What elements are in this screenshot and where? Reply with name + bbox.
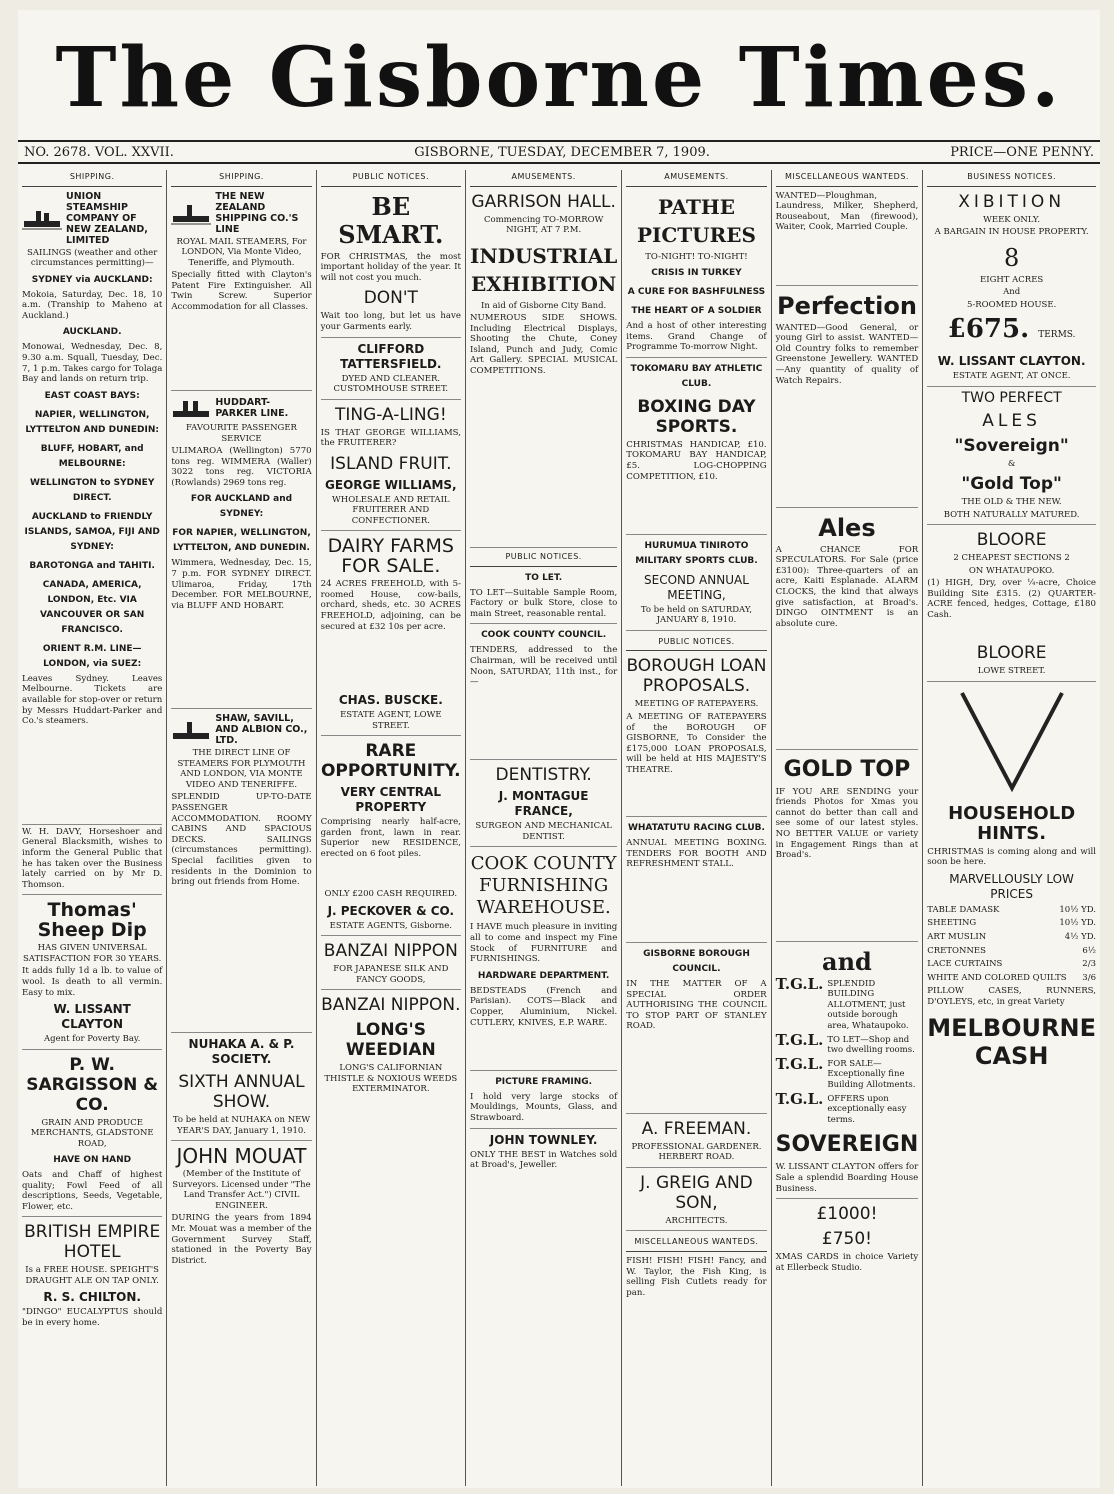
nuhaka-heading: NUHAKA A. & P. SOCIETY. <box>188 1037 295 1067</box>
household-heading: HOUSEHOLD HINTS. <box>948 802 1076 844</box>
cook-council-text: TENDERS, addressed to the Chairman, will be received until Noon, SATURDAY, 11th inst., for— <box>470 645 617 760</box>
central-text: Comprising nearly half-acre, garden front, lawn in rear. Superior new RESIDENCE, erected on 6 foot piles. <box>320 817 461 860</box>
steamship-icon <box>22 205 62 231</box>
davy-ad: W. H. DAVY, Horseshoer and General Blacksmith, wishes to inform the General Public that he has taken over the Business lately carried on by Mr D. Thomson. <box>22 827 162 896</box>
peckover-sub: ESTATE AGENTS, Gisborne. <box>321 921 461 937</box>
bashfulness-heading: A CURE FOR BASHFULNESS <box>627 287 766 298</box>
mouat-heading: JOHN MOUAT <box>176 1144 307 1169</box>
ting-heading: TING-A-LING! <box>335 404 447 425</box>
volume-number: NO. 2678. VOL. XXVII. <box>24 144 174 160</box>
thousand-heading: £1000! <box>816 1204 878 1225</box>
dateline <box>18 140 1100 164</box>
industrial-sub: In aid of Gisborne City Band. <box>481 300 607 311</box>
huddart-title: HUDDART-PARKER LINE. <box>215 397 289 420</box>
sovereign-text: W. LISSANT CLAYTON offers for Sale a splendid Boarding House Business. <box>776 1162 919 1199</box>
boxing-heading: BOXING DAY SPORTS. <box>637 396 756 437</box>
williams-sub: WHOLESALE AND RETAIL FRUITERER AND CONFECTIONER. <box>321 495 461 532</box>
ales-heading: ALES <box>982 410 1041 431</box>
lowe-street: LOWE STREET. <box>927 666 1096 682</box>
column-shipping-1 <box>18 170 167 1486</box>
buscke-sub: ESTATE AGENT, LOWE STREET. <box>321 710 461 736</box>
dingo-ad: "DINGO" EUCALYPTUS should be in every home. <box>22 1307 163 1329</box>
roomed-label: 5-ROOMED HOUSE. <box>966 299 1057 310</box>
xibition-heading: XIBITION <box>958 191 1066 212</box>
ting-text: IS THAT GEORGE WILLIAMS, the FRUITERER? <box>320 427 461 449</box>
nuhaka-sub: To be held at NUHAKA on NEW YEAR'S DAY, January 1, 1910. <box>171 1115 311 1141</box>
union-title: UNION STEAMSHIP COMPANY OF NEW ZEALAND, LIMITED <box>66 190 148 246</box>
issue-date: GISBORNE, TUESDAY, DECEMBER 7, 1909. <box>414 144 710 160</box>
chilton-heading: R. S. CHILTON. <box>43 1290 141 1305</box>
sheep-dip-sub: HAS GIVEN UNIVERSAL SATISFACTION FOR 30 YEARS. <box>22 943 162 964</box>
section-heading: AMUSEMENTS. <box>470 170 617 187</box>
pathe-text: And a host of other interesting items. Grand Change of Programme To-morrow Night. <box>626 321 766 358</box>
clayton-sub: ESTATE AGENT, AT ONCE. <box>927 371 1096 387</box>
dairy-heading: DAIRY FARMS FOR SALE. <box>327 535 454 578</box>
steamship-icon <box>171 395 211 421</box>
gisborne-council-text: IN THE MATTER OF A SPECIAL ORDER AUTHORISING THE COUNCIL TO STOP PART OF STANLEY ROAD. <box>626 979 766 1114</box>
route-text: Mokoia, Saturday, Dec. 18, 10 a.m. (Tranship to Maheno at Auckland.) <box>22 289 163 321</box>
masthead <box>18 10 1100 138</box>
property-price <box>927 314 1096 350</box>
eight-number: 8 <box>1003 243 1020 272</box>
peckover-heading: J. PECKOVER & CO. <box>327 903 455 918</box>
tgl-text: OFFERS upon exceptionally easy terms. <box>827 1093 907 1125</box>
steamship-icon <box>171 717 211 743</box>
nz-shipping-title: THE NEW ZEALAND SHIPPING CO.'S LINE <box>215 190 299 235</box>
newspaper-page <box>18 10 1100 1488</box>
garrison-sub: Commencing TO-MORROW NIGHT, AT 7 P.M. <box>483 214 604 236</box>
banzai-heading: BANZAI NIPPON <box>323 941 458 962</box>
dairy-text: 24 ACRES FREEHOLD, with 5-roomed House, cow-bails, orchard, sheds, etc. 30 ACRES FREEHOLD, adjoining, can be secured at £32 10s per acre. <box>320 579 461 632</box>
banzai-sub: FOR JAPANESE SILK AND FANCY GOODS, <box>321 964 461 990</box>
cook-furnishing-heading: COOK COUNTY FURNISHING WAREHOUSE. <box>470 853 617 919</box>
column-amusements-2 <box>622 170 771 1486</box>
route-bluff: BLUFF, HOBART, and MELBOURNE: <box>40 443 144 469</box>
section-heading: PUBLIC NOTICES. <box>626 635 766 652</box>
weedian-sub: LONG'S CALIFORNIAN THISTLE & NOXIOUS WEEDS EXTERMINATOR. <box>324 1063 458 1095</box>
sailing-table: Leaves Sydney. Leaves Melbourne. Tickets are available for stop-over or return by Messrs Huddart-Parker and Co.'s steamers. <box>22 674 162 825</box>
price-value: £675. <box>947 314 1030 345</box>
two-perfect-heading: TWO PERFECT <box>961 389 1062 406</box>
item-price: 3/6 <box>1082 972 1096 983</box>
tgl-row <box>775 974 919 1032</box>
tgl-label: T.G.L. <box>775 1089 824 1108</box>
bloore-heading-2: BLOORE <box>976 643 1047 664</box>
cheapest-heading: 2 CHEAPEST SECTIONS 2 <box>953 553 1070 564</box>
tgl-label: T.G.L. <box>775 1030 824 1049</box>
sovereign-label: "Sovereign" <box>954 435 1069 456</box>
price: PRICE—ONE PENNY. <box>950 144 1094 160</box>
hotel-sub: Is a FREE HOUSE. SPEIGHT'S DRAUGHT ALE ON TAP ONLY. <box>25 1265 160 1286</box>
soldier-heading: THE HEART OF A SOLDIER <box>631 306 762 317</box>
cook-furnishing-text: I HAVE much pleasure in inviting all to come and inspect my Fine Stock of FURNITURE and FURNISHINGS. <box>469 922 618 965</box>
be-smart-heading: BE SMART. <box>338 191 444 249</box>
sargisson-text: Oats and Chaff of highest quality; Fowl Feed of all descriptions, Seeds, Vegetable, Flower, etc. <box>22 1170 162 1217</box>
dont-text: Wait too long, but let us have your Garments early. <box>321 311 461 337</box>
framing-text: I hold very large stocks of Mouldings, Mounts, Glass, and Strawboard. <box>470 1092 617 1129</box>
column-misc-wanteds <box>772 170 924 1486</box>
route-fiji: AUCKLAND to FRIENDLY ISLANDS, SAMOA, FIJI AND SYDNEY: <box>24 511 160 552</box>
v-ornament <box>952 688 1072 798</box>
item-price: 10½ YD. <box>1059 918 1096 929</box>
auckland-sydney-heading: FOR AUCKLAND and SYDNEY: <box>190 494 293 520</box>
section-heading: SHIPPING. <box>22 170 162 187</box>
clayton-heading: W. LISSANT CLAYTON <box>53 1002 131 1032</box>
price-row <box>927 973 1096 984</box>
section-heading: PUBLIC NOTICES. <box>321 170 461 187</box>
route-text: Monowai, Wednesday, Dec. 8, 9.30 a.m. Squall, Tuesday, Dec. 7, 1 p.m. Takes cargo for Tolaga Bay and lands on return trip. <box>22 342 163 385</box>
sargisson-heading: P. W. SARGISSON & CO. <box>26 1054 159 1115</box>
hardware-heading: HARDWARE DEPARTMENT. <box>477 970 610 981</box>
be-smart-text: FOR CHRISTMAS, the most important holiday of the year. It will not cost you much. <box>320 251 461 283</box>
cook-council-heading: COOK COUNTY COUNCIL. <box>481 630 607 641</box>
central-heading: VERY CENTRAL PROPERTY <box>340 785 441 815</box>
route-wellington-sydney: WELLINGTON to SYDNEY DIRECT. <box>29 477 155 503</box>
ales-heading: Ales <box>818 513 876 542</box>
napier-heading: FOR NAPIER, WELLINGTON, LYTTELTON, AND DUNEDIN. <box>172 528 311 554</box>
section-heading: AMUSEMENTS. <box>626 170 766 187</box>
tgl-row <box>775 1054 919 1091</box>
clayton-heading: W. LISSANT CLAYTON. <box>937 354 1086 369</box>
framing-heading: PICTURE FRAMING. <box>495 1076 593 1087</box>
mouat-text: DURING the years from 1894 Mr. Mouat was a member of the Government Survey Staff, stationed in the Poverty Bay District. <box>171 1213 312 1266</box>
whatatutu-heading: WHATATUTU RACING CLUB. <box>627 822 765 833</box>
sheep-dip-heading: Thomas' Sheep Dip <box>37 899 147 942</box>
xmas-cards-text: XMAS CARDS in choice Variety at Ellerbeck Studio. <box>775 1252 919 1273</box>
item-name: LACE CURTAINS <box>927 959 1003 970</box>
columns <box>18 170 1100 1486</box>
column-amusements-1 <box>466 170 622 1486</box>
borough-heading: BOROUGH LOAN PROPOSALS. <box>626 656 767 697</box>
item-name: TABLE DAMASK <box>927 904 1000 915</box>
whataupoko-label: ON WHATAUPOKO. <box>968 565 1055 576</box>
nz-shipping-sub: ROYAL MAIL STEAMERS, For LONDON, Via Monte Video, Teneriffe, and Plymouth. <box>176 236 307 268</box>
section-heading: PUBLIC NOTICES. <box>470 550 617 567</box>
greig-sub: ARCHITECTS. <box>626 1216 766 1232</box>
whatatutu-text: ANNUAL MEETING BOXING. TENDERS FOR BOOTH AND REFRESHMENT STALL. <box>626 838 766 943</box>
banzai-heading-2: BANZAI NIPPON. <box>321 995 461 1016</box>
france-sub: SURGEON AND MECHANICAL DENTIST. <box>470 821 617 847</box>
price-row <box>927 918 1096 929</box>
steamer-table: Specially fitted with Clayton's Patent Fire Extinguisher. All Twin Screw. Superior Accommodation for all Classes. <box>171 270 311 391</box>
mouat-sub: (Member of the Institute of Surveyors. Licensed under "The Land Transfer Act.") CIVIL ENGINEER. <box>172 1169 311 1211</box>
townley-text: ONLY THE BEST in Watches sold at Broad's, Jeweller. <box>469 1149 618 1171</box>
tgl-row <box>775 1089 919 1126</box>
tattersfield-sub: DYED AND CLEANER. CUSTOMHOUSE STREET. <box>321 374 461 400</box>
second-annual-sub: To be held on SATURDAY, JANUARY 8, 1910. <box>626 605 766 631</box>
weedian-heading: LONG'S WEEDIAN <box>345 1020 436 1061</box>
greig-heading: J. GREIG AND SON, <box>640 1172 753 1213</box>
sovereign-heading: SOVEREIGN <box>775 1132 919 1158</box>
hardware-text: BEDSTEADS (French and Parisian). COTS—Black and Copper, Aluminium, Nickel. CUTLERY, KNIVES, E.P. WARE. <box>470 986 617 1071</box>
matured-label: BOTH NATURALLY MATURED. <box>927 510 1096 526</box>
section-heading: SHIPPING. <box>171 170 311 187</box>
bloore-text: (1) HIGH, Dry, over ¼-acre, Choice Building Site £315. (2) QUARTER-ACRE fenced, hedges, Cottage, £180 Cash. <box>927 578 1096 620</box>
price-row <box>927 959 1096 970</box>
sixth-annual-heading: SIXTH ANNUAL SHOW. <box>178 1072 305 1113</box>
huddart-schedule: Wimmera, Wednesday, Dec. 15, 7 p.m. FOR SYDNEY DIRECT. Ulimaroa, Friday, 17th December. FOR MELBOURNE, via BLUFF AND HOBART. <box>171 558 311 709</box>
france-heading: J. MONTAGUE FRANCE, <box>498 789 589 819</box>
cash-required: ONLY £200 CASH REQUIRED. <box>324 889 458 900</box>
price-row <box>927 932 1096 943</box>
island-fruit-heading: ISLAND FRUIT. <box>330 453 452 474</box>
freeman-heading: A. FREEMAN. <box>641 1118 752 1139</box>
crisis-heading: CRISIS IN TURKEY <box>651 268 742 279</box>
tgl-text: TO LET—Shop and two dwelling rooms. <box>827 1034 915 1056</box>
steamship-icon <box>171 200 211 226</box>
hurumua-heading: HURUMUA TINIROTO MILITARY SPORTS CLUB. <box>635 540 758 566</box>
freeman-sub: PROFESSIONAL GARDENER. HERBERT ROAD. <box>626 1142 766 1168</box>
item-name: CRETONNES <box>927 945 986 956</box>
wanted-text: WANTED—Ploughman, Laundress, Milker, Shepherd, Rouseabout, Man (firewood), Waiter, Cook, Married Couple. <box>776 191 919 286</box>
household-text: CHRISTMAS is coming along and will soon be here. <box>927 846 1096 868</box>
item-price: 10½ YD. <box>1059 904 1096 915</box>
gisborne-council-heading: GISBORNE BOROUGH COUNCIL. <box>643 948 750 974</box>
rare-heading: RARE OPPORTUNITY. <box>320 741 461 782</box>
shaw-text: SPLENDID UP-TO-DATE PASSENGER ACCOMMODATION. ROOMY CABINS AND SPACIOUS DECKS. SAILINGS (circumstances permitting). Special facilities given to residents in the Dominion to bring out friends from Home. <box>171 792 311 1033</box>
to-let-text: TO LET—Suitable Sample Room, Factory or bulk Store, close to main Street, reasonable rental. <box>470 588 617 625</box>
tgl-row <box>775 1030 919 1056</box>
item-name: WHITE AND COLORED QUILTS <box>927 972 1067 983</box>
tgl-text: FOR SALE—Exceptionally fine Building Allotments. <box>827 1058 916 1090</box>
misc-text: FISH! FISH! FISH! Fancy, and W. Taylor, the Fish King, is selling Fish Cutlets ready for pan. <box>626 1256 767 1298</box>
item-price: 4½ YD. <box>1064 931 1096 942</box>
shaw-title: SHAW, SAVILL, AND ALBION CO., LTD. <box>215 713 308 747</box>
garrison-heading: GARRISON HALL. <box>471 191 616 212</box>
item-name: SHEETING <box>927 918 977 929</box>
item-price: 6½ <box>1082 945 1096 956</box>
acres-label: EIGHT ACRES <box>980 274 1044 285</box>
seven-fifty-heading: £750! <box>821 1229 872 1250</box>
route-canada: CANADA, AMERICA, LONDON, Etc. VIA VANCOUVER OR SAN FRANCISCO. <box>40 579 145 635</box>
column-public-notices <box>317 170 466 1486</box>
wanted-text-2: WANTED—Good General, or young Girl to assist. WANTED—Old Country folks to remember Greenstone Jewellery. WANTED—Any quantity of quality of Watch Repairs. <box>776 323 919 508</box>
and-heading: and <box>822 946 872 976</box>
pathe-heading: PATHE PICTURES <box>636 194 756 247</box>
ampersand: & <box>1007 458 1016 469</box>
route-auckland: AUCKLAND. <box>62 327 122 338</box>
section-heading: MISCELLANEOUS WANTEDS. <box>626 1235 766 1252</box>
industrial-text: NUMEROUS SIDE SHOWS. Including Electrical Displays, Shooting the Chute, Coney Island, Punch and Judy, Comic Art Gallery. SPECIAL MUSICAL COMPETITIONS. <box>470 313 617 548</box>
bloore-heading: BLOORE <box>976 530 1047 551</box>
gold-top-label: "Gold Top" <box>961 474 1062 495</box>
sheep-dip-text: It adds fully 1d a lb. to value of wool. Is death to all vermin. Easy to mix. <box>22 966 163 998</box>
pathe-sub: TO-NIGHT! TO-NIGHT! <box>645 251 748 262</box>
gold-top-heading: GOLD TOP <box>783 756 911 782</box>
union-sailings: SAILINGS (weather and other circumstances permitting)— <box>27 247 158 269</box>
ales-text: A CHANCE FOR SPECULATORS. For Sale (price £3100): Three-quarters of an acre, Kaiti Esplanade. ALARM CLOCKS, the kind that always give satisfaction, at Broad's. DINGO OINTMENT is an absolute cure. <box>776 545 919 750</box>
boxing-text: CHRISTMAS HANDICAP, £10. TOKOMARU BAY HANDICAP, £5. LOG-CHOPPING COMPETITION, £10. <box>626 440 766 535</box>
shaw-ad <box>171 713 311 746</box>
route-barotonga: BAROTONGA and TAHITI. <box>29 560 155 571</box>
route-sydney: SYDNEY via AUCKLAND: <box>31 274 153 285</box>
item-name: ART MUSLIN <box>927 931 987 942</box>
meeting-heading: MEETING OF RATEPAYERS. <box>634 699 759 710</box>
tgl-label: T.G.L. <box>775 974 824 993</box>
route-orient: ORIENT R.M. LINE—LONDON, via SUEZ: <box>42 643 142 669</box>
tokomaru-heading: TOKOMARU BAY ATHLETIC CLUB. <box>630 363 763 389</box>
nz-shipping-ad <box>171 191 311 235</box>
gold-top-text: IF YOU ARE SENDING your friends Photos for Xmas you cannot do better than call and see some of our latest styles. NO BETTER VALUE or variety in Engagement Rings than at Broad's. <box>776 787 919 942</box>
section-heading: MISCELLANEOUS WANTEDS. <box>776 170 919 187</box>
item-price: 2/3 <box>1082 959 1096 970</box>
terms-label: TERMS. <box>1038 330 1076 341</box>
second-annual-heading: SECOND ANNUAL MEETING, <box>644 572 749 602</box>
sargisson-sub: GRAIN AND PRODUCE MERCHANTS, GLADSTONE ROAD, <box>30 1117 154 1149</box>
huddart-ad <box>171 395 311 421</box>
townley-heading: JOHN TOWNLEY. <box>489 1132 598 1147</box>
tattersfield-heading: CLIFFORD TATTERSFIELD. <box>340 341 442 371</box>
price-row <box>927 905 1096 916</box>
and-label: And <box>1003 287 1021 298</box>
week-only: WEEK ONLY. <box>983 214 1041 225</box>
route-napier: NAPIER, WELLINGTON, LYTTELTON AND DUNEDIN: <box>25 409 160 435</box>
old-new-label: THE OLD & THE NEW. <box>961 497 1062 508</box>
buscke-heading: CHAS. BUSCKE. <box>338 693 443 708</box>
shaw-sub: THE DIRECT LINE OF STEAMERS FOR PLYMOUTH AND LONDON, VIA MONTE VIDEO AND TENERIFFE. <box>177 748 306 790</box>
union-ad <box>22 191 162 246</box>
marvellously-heading: MARVELLOUSLY LOW PRICES <box>949 871 1074 901</box>
tgl-label: T.G.L. <box>775 1054 824 1073</box>
bargain-heading: A BARGAIN IN HOUSE PROPERTY. <box>934 227 1089 238</box>
huddart-text: ULIMAROA (Wellington) 5770 tons reg. WIMMERA (Waller) 3022 tons reg. VICTORIA (Rowlands) 2969 tons reg. <box>171 446 312 488</box>
industrial-heading: INDUSTRIAL EXHIBITION <box>469 243 618 296</box>
column-shipping-2 <box>167 170 316 1486</box>
dont-heading: DON'T <box>363 288 418 309</box>
pillow-text: PILLOW CASES, RUNNERS, D'OYLEYS, etc, in great Variety <box>927 986 1096 1007</box>
tgl-text: SPLENDID BUILDING ALLOTMENT, just outside borough area, Whataupoko. <box>827 978 909 1031</box>
column-business-notices <box>923 170 1100 1486</box>
newspaper-title: The Gisborne Times. <box>55 30 1063 126</box>
williams-heading: GEORGE WILLIAMS, <box>325 477 457 492</box>
perfection-heading: Perfection <box>776 291 917 320</box>
route-east-coast: EAST COAST BAYS: <box>44 390 140 401</box>
on-hand-heading: HAVE ON HAND <box>53 1155 132 1166</box>
section-heading: BUSINESS NOTICES. <box>927 170 1096 187</box>
british-hotel-heading: BRITISH EMPIRE HOTEL <box>24 1222 161 1263</box>
huddart-sub: FAVOURITE PASSENGER SERVICE <box>186 423 297 444</box>
dentistry-heading: DENTISTRY. <box>495 765 592 786</box>
melbourne-cash-heading: MELBOURNE CASH <box>927 1013 1096 1070</box>
borough-text: A MEETING OF RATEPAYERS of the BOROUGH OF GISBORNE, To Consider the £175,000 LOAN PROPOSALS, will be held at HIS MAJESTY'S THEATRE. <box>626 712 766 817</box>
to-let-heading: TO LET. <box>525 572 563 583</box>
price-row <box>927 946 1096 957</box>
clayton-sub: Agent for Poverty Bay. <box>22 1034 162 1050</box>
